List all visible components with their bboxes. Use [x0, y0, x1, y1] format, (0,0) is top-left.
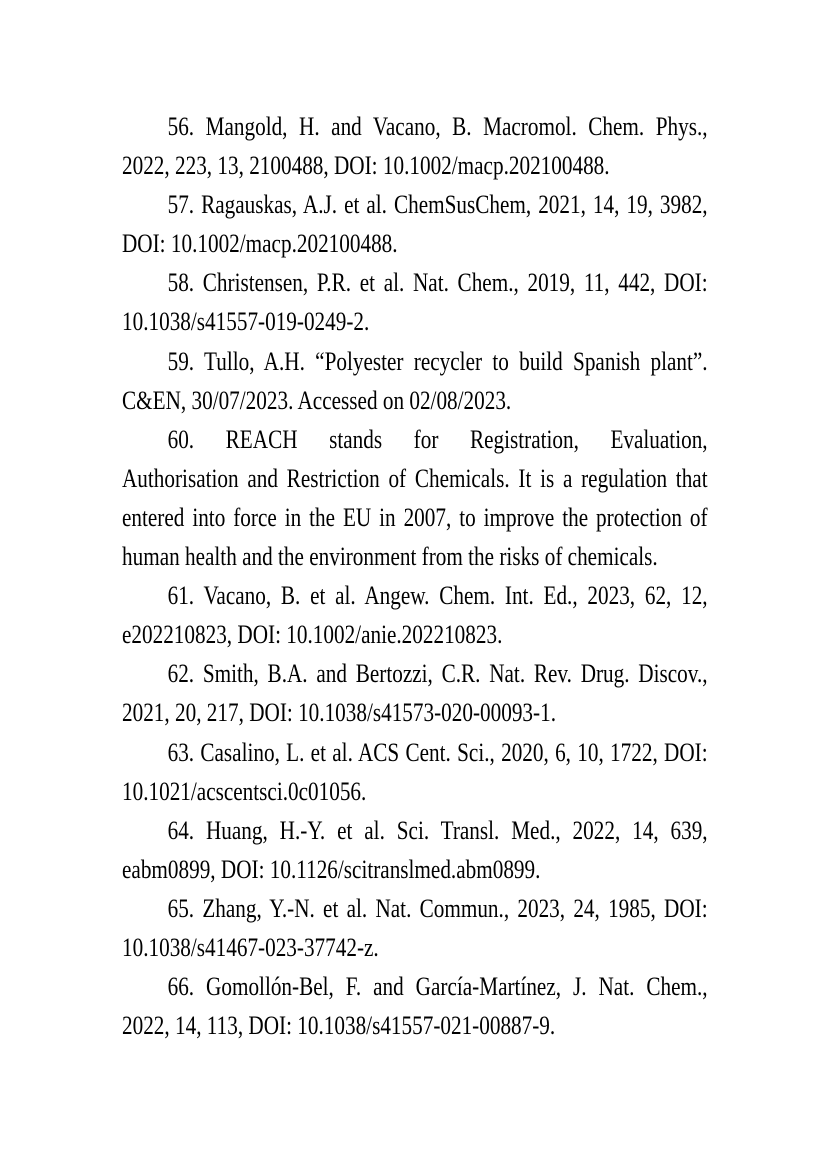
reference-59 [122, 342, 708, 420]
reference-57-line-2: DOI: 10.1002/macp.202100488. [122, 228, 398, 259]
reference-64-line-1: 64. Huang, H.-Y. et al. Sci. Transl. Med., 2022, 14, 639, [167, 814, 708, 845]
reference-59-line-2: C&EN, 30/07/2023. Accessed on 02/08/2023. [122, 384, 512, 415]
reference-61-line-1: 61. Vacano, B. et al. Angew. Chem. Int. Ed., 2023, 62, 12, [167, 580, 708, 611]
reference-61-line-2: e202210823, DOI: 10.1002/anie.202210823. [122, 619, 503, 650]
reference-60 [122, 420, 708, 576]
reference-60-line-4: human health and the environment from the risks of chemicals. [122, 541, 658, 572]
reference-60-line-2: Authorisation and Restriction of Chemicals. It is a regulation that [122, 462, 708, 493]
reference-62 [122, 654, 708, 732]
reference-65 [122, 889, 708, 967]
reference-64-line-2: eabm0899, DOI: 10.1126/scitranslmed.abm0899. [122, 853, 541, 884]
reference-61 [122, 576, 708, 654]
reference-57 [122, 185, 708, 263]
reference-58-line-2: 10.1038/s41557-019-0249-2. [122, 306, 370, 337]
reference-63 [122, 733, 708, 811]
reference-62-line-1: 62. Smith, B.A. and Bertozzi, C.R. Nat. Rev. Drug. Discov., [167, 658, 708, 689]
reference-60-line-1: 60. REACH stands for Registration, Evaluation, [167, 423, 708, 454]
reference-58 [122, 263, 708, 341]
reference-65-line-1: 65. Zhang, Y.-N. et al. Nat. Commun., 2023, 24, 1985, DOI: [167, 892, 708, 923]
reference-56-line-1: 56. Mangold, H. and Vacano, B. Macromol. Chem. Phys., [167, 111, 708, 141]
reference-60-line-3: entered into force in the EU in 2007, to improve the protection of [122, 501, 708, 532]
reference-56-line-2: 2022, 223, 13, 2100488, DOI: 10.1002/macp.202100488. [122, 150, 610, 181]
reference-59-line-1: 59. Tullo, A.H. “Polyester recycler to build Spanish plant”. [167, 345, 708, 376]
reference-63-line-1: 63. Casalino, L. et al. ACS Cent. Sci., 2020, 6, 10, 1722, DOI: [167, 736, 708, 767]
reference-56 [122, 107, 708, 185]
reference-66 [122, 967, 708, 1045]
reference-65-line-2: 10.1038/s41467-023-37742-z. [122, 931, 379, 962]
reference-66-line-1: 66. Gomollón-Bel, F. and García-Martínez, J. Nat. Chem., [167, 971, 708, 1002]
reference-62-line-2: 2021, 20, 217, DOI: 10.1038/s41573-020-00093-1. [122, 697, 556, 728]
reference-63-line-2: 10.1021/acscentsci.0c01056. [122, 775, 367, 806]
reference-57-line-1: 57. Ragauskas, A.J. et al. ChemSusChem, 2021, 14, 19, 3982, [167, 189, 708, 220]
references-list [122, 107, 708, 1045]
reference-64 [122, 811, 708, 889]
reference-66-line-2: 2022, 14, 113, DOI: 10.1038/s41557-021-00887-9. [122, 1010, 556, 1041]
reference-58-line-1: 58. Christensen, P.R. et al. Nat. Chem., 2019, 11, 442, DOI: [167, 267, 708, 298]
